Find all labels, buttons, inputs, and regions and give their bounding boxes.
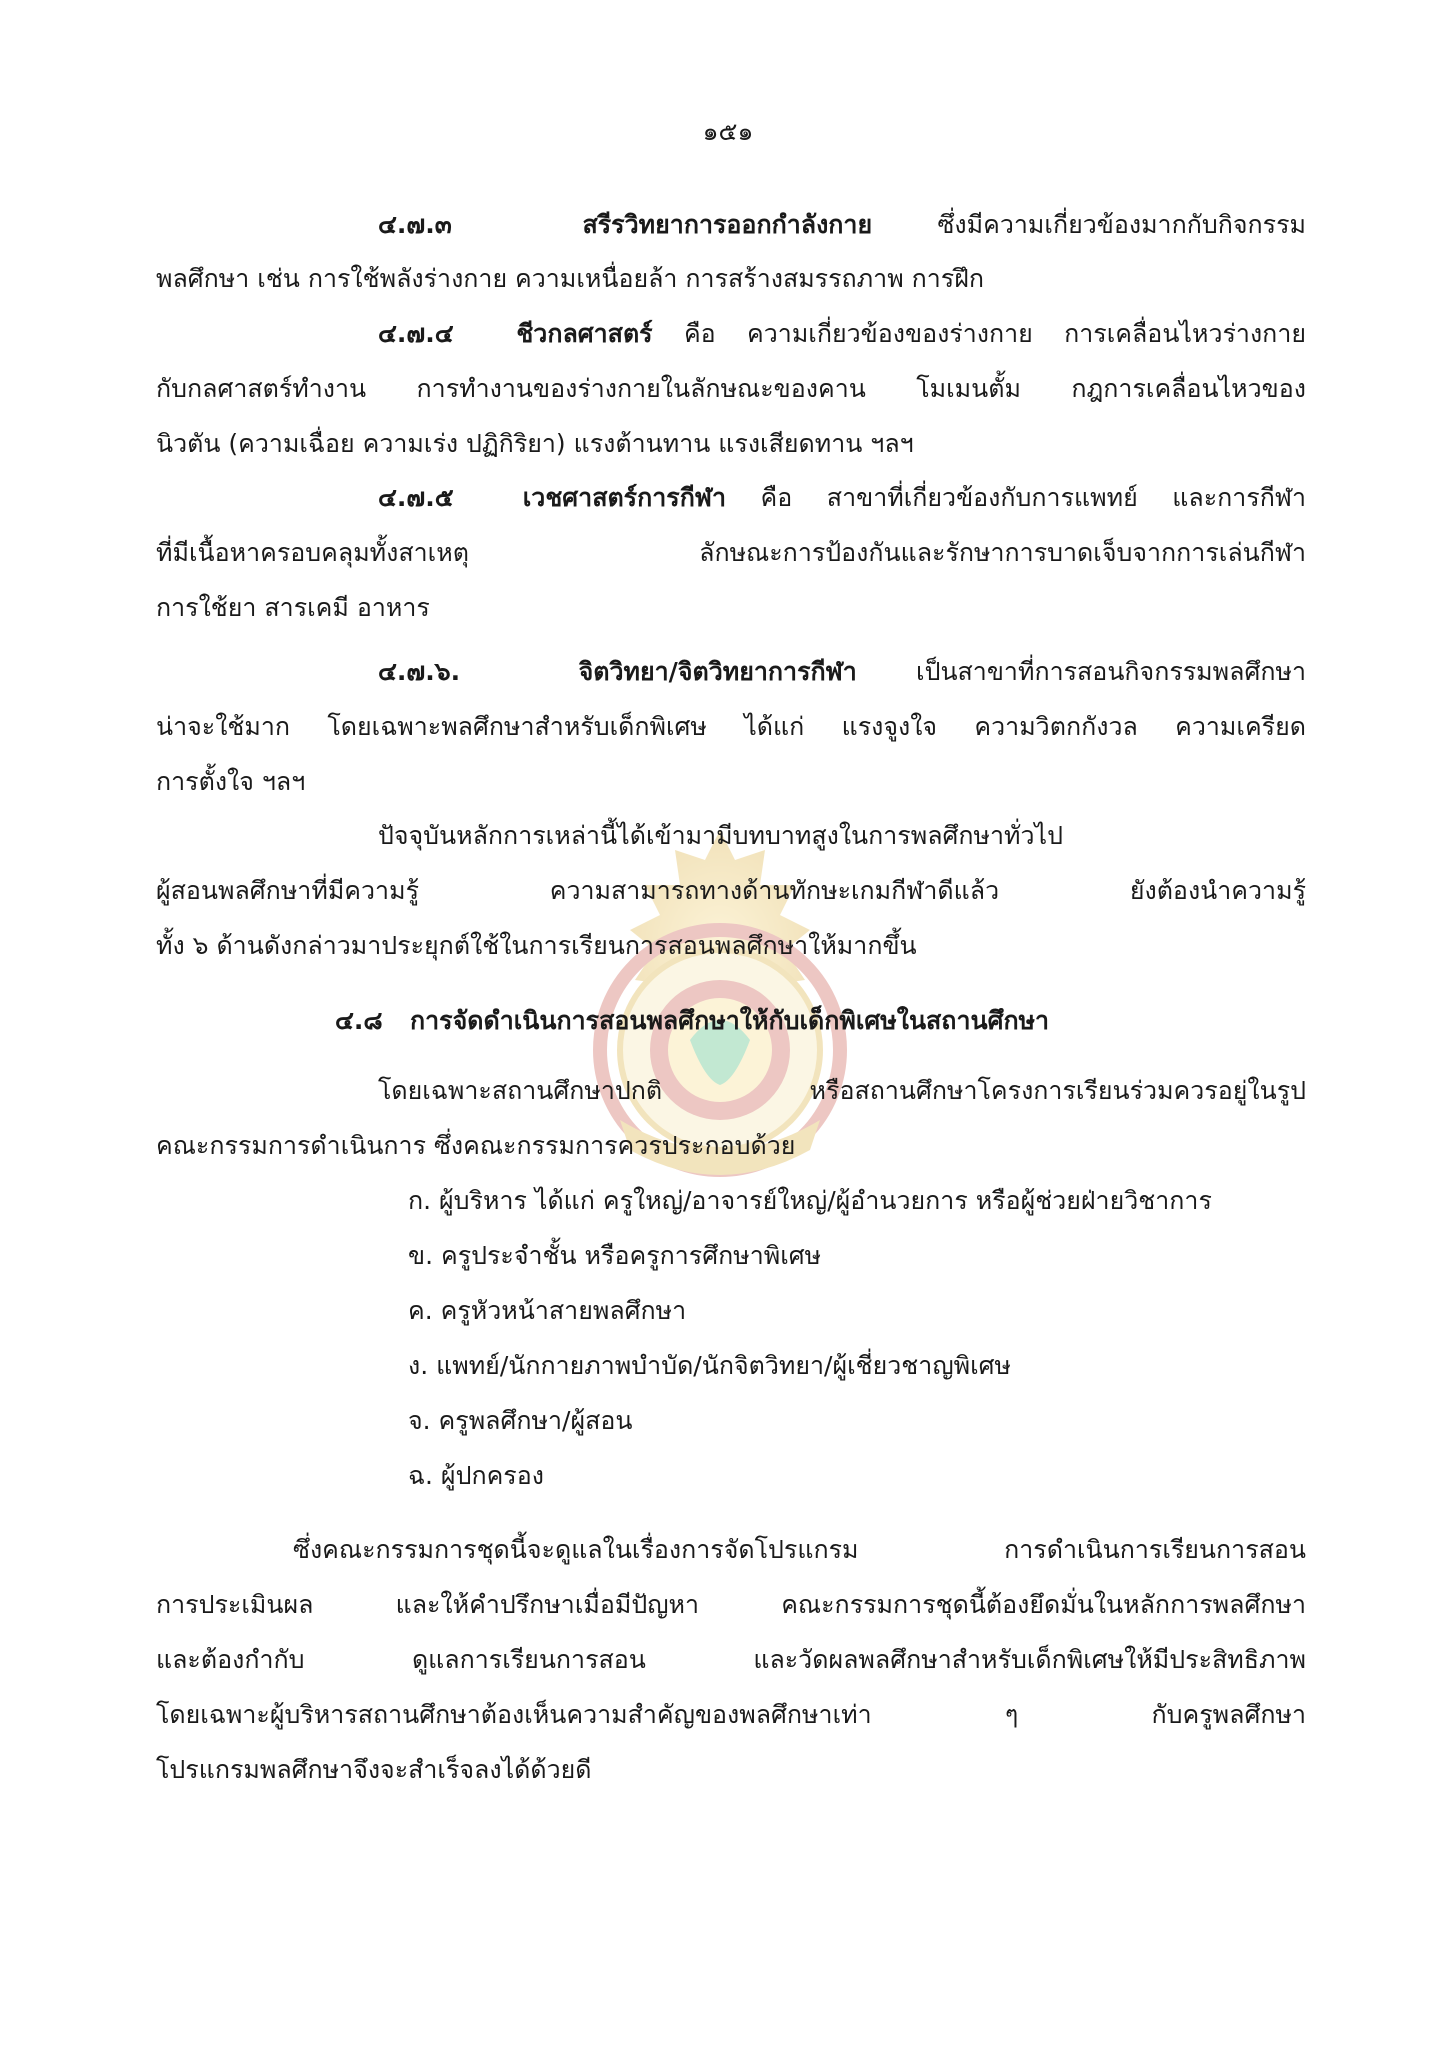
- committee-item: ฉ. ผู้ปกครอง: [408, 1461, 544, 1490]
- section-text: คือ สาขาที่เกี่ยวข้องกับการแพทย์ และการกีฬา: [760, 483, 1306, 512]
- section-title: เวชศาสตร์การกีฬา: [522, 483, 726, 512]
- section-number: ๔.๗.๖.: [378, 657, 461, 686]
- section-4-7-4-line-2: กับกลศาสตร์ทำงาน การทำงานของร่างกายในลักษณะของคาน โมเมนตั้ม กฎการเคลื่อนไหวของ: [156, 374, 1306, 403]
- paragraph-3-line-3: และต้องกำกับ ดูแลการเรียนการสอน และวัดผลพลศึกษาสำหรับเด็กพิเศษให้มีประสิทธิภาพ: [156, 1645, 1306, 1674]
- section-number: ๔.๘: [335, 1006, 383, 1035]
- paragraph-3-line-2: การประเมินผล และให้คำปรึกษาเมื่อมีปัญหา คณะกรรมการชุดนี้ต้องยึดมั่นในหลักการพลศึกษา: [156, 1590, 1306, 1619]
- section-number: ๔.๗.๓: [378, 210, 452, 239]
- section-4-8-heading: [335, 1001, 1049, 1041]
- committee-item: ข. ครูประจำชั้น หรือครูการศึกษาพิเศษ: [408, 1241, 822, 1270]
- paragraph-2-line-1: โดยเฉพาะสถานศึกษาปกติ หรือสถานศึกษาโครงการเรียนร่วมควรอยู่ในรูป: [378, 1076, 1306, 1105]
- committee-item: ก. ผู้บริหาร ได้แก่ ครูใหญ่/อาจารย์ใหญ่/ผู้อำนวยการ หรือผู้ช่วยฝ่ายวิชาการ: [408, 1186, 1212, 1215]
- section-4-7-5-line-2: ที่มีเนื้อหาครอบคลุมทั้งสาเหตุ ลักษณะการป้องกันและรักษาการบาดเจ็บจากการเล่นกีฬา: [156, 538, 1306, 567]
- section-title: การจัดดำเนินการสอนพลศึกษาให้กับเด็กพิเศษในสถานศึกษา: [410, 1006, 1050, 1035]
- section-4-7-6-line-1: [378, 652, 1306, 692]
- section-title: จิตวิทยา/จิตวิทยาการกีฬา: [578, 657, 857, 686]
- section-4-7-3-line-1: [378, 205, 1306, 245]
- committee-item: จ. ครูพลศึกษา/ผู้สอน: [408, 1406, 633, 1435]
- paragraph-3-line-4: โดยเฉพาะผู้บริหารสถานศึกษาต้องเห็นความสำคัญของพลศึกษาเท่า ๆ กับครูพลศึกษา: [156, 1700, 1306, 1729]
- page-number: ๑๕๑: [702, 117, 754, 146]
- paragraph-1-line-1: ปัจจุบันหลักการเหล่านี้ได้เข้ามามีบทบาทสูงในการพลศึกษาทั่วไป: [378, 821, 1063, 850]
- section-4-7-4-line-3: นิวตัน (ความเฉื่อย ความเร่ง ปฏิกิริยา) แรงต้านทาน แรงเสียดทาน ฯลฯ: [156, 429, 914, 458]
- section-4-7-5-line-1: [378, 478, 1306, 518]
- committee-item: ง. แพทย์/นักกายภาพบำบัด/นักจิตวิทยา/ผู้เชี่ยวชาญพิเศษ: [408, 1351, 1011, 1380]
- section-4-7-4-line-1: [378, 314, 1306, 354]
- section-number: ๔.๗.๔: [378, 319, 454, 348]
- paragraph-2-line-2: คณะกรรมการดำเนินการ ซึ่งคณะกรรมการควรประกอบด้วย: [156, 1131, 796, 1160]
- section-text: ซึ่งมีความเกี่ยวข้องมากกับกิจกรรม: [937, 210, 1306, 239]
- section-title: สรีรวิทยาการออกกำลังกาย: [582, 210, 873, 239]
- paragraph-3-line-1: ซึ่งคณะกรรมการชุดนี้จะดูแลในเรื่องการจัดโปรแกรม การดำเนินการเรียนการสอน: [293, 1535, 1306, 1564]
- committee-item: ค. ครูหัวหน้าสายพลศึกษา: [408, 1296, 687, 1325]
- paragraph-1-line-2: ผู้สอนพลศึกษาที่มีความรู้ ความสามารถทางด้านทักษะเกมกีฬาดีแล้ว ยังต้องนำความรู้: [156, 876, 1306, 905]
- section-4-7-3-line-2: พลศึกษา เช่น การใช้พลังร่างกาย ความเหนื่อยล้า การสร้างสมรรถภาพ การฝึก: [156, 264, 985, 293]
- section-4-7-5-line-3: การใช้ยา สารเคมี อาหาร: [156, 593, 430, 622]
- section-title: ชีวกลศาสตร์: [516, 319, 653, 348]
- section-text: คือ ความเกี่ยวข้องของร่างกาย การเคลื่อนไหวร่างกาย: [683, 319, 1307, 348]
- paragraph-1-line-3: ทั้ง ๖ ด้านดังกล่าวมาประยุกต์ใช้ในการเรียนการสอนพลศึกษาให้มากขึ้น: [156, 931, 917, 960]
- section-4-7-6-line-3: การตั้งใจ ฯลฯ: [156, 767, 306, 796]
- section-number: ๔.๗.๕: [378, 483, 454, 512]
- section-text: เป็นสาขาที่การสอนกิจกรรมพลศึกษา: [916, 657, 1306, 686]
- paragraph-3-line-5: โปรแกรมพลศึกษาจึงจะสำเร็จลงได้ด้วยดี: [156, 1755, 592, 1784]
- section-4-7-6-line-2: น่าจะใช้มาก โดยเฉพาะพลศึกษาสำหรับเด็กพิเศษ ได้แก่ แรงจูงใจ ความวิตกกังวล ความเครียด: [156, 712, 1306, 741]
